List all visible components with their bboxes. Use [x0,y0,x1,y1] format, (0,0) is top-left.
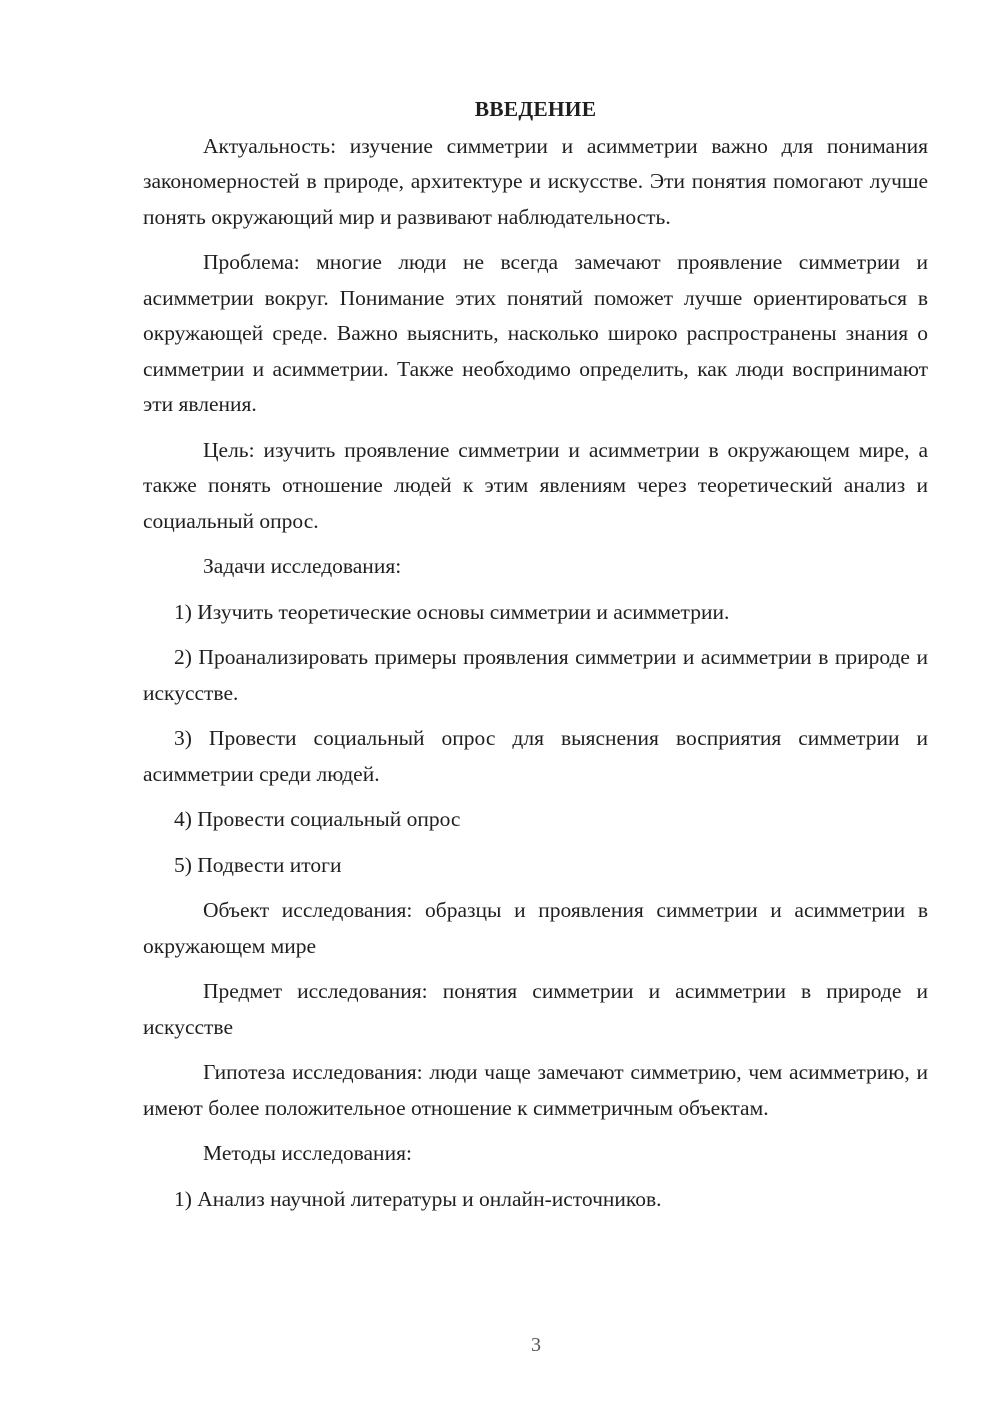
method-item: 1) Анализ научной литературы и онлайн-источников. [174,1186,662,1211]
task-item: 2) Проанализировать примеры проявления симметрии и асимметрии в природе и искусстве. [143,645,928,705]
methods-heading: Методы исследования: [203,1141,412,1165]
page-number: 3 [531,1334,541,1356]
object-paragraph: Объект исследования: образцы и проявления симметрии и асимметрии в окружающем мире [143,898,928,958]
task-item: 1) Изучить теоретические основы симметрии и асимметрии. [174,599,730,624]
subject-paragraph: Предмет исследования: понятия симметрии и асимметрии в природе и искусстве [143,979,928,1039]
task-item: 3) Провести социальный опрос для выяснения восприятия симметрии и асимметрии среди людей. [143,726,928,786]
task-item: 4) Провести социальный опрос [174,807,461,831]
task-item: 5) Подвести итоги [174,852,342,877]
hypothesis-paragraph: Гипотеза исследования: люди чаще замечают симметрию, чем асимметрию, и имеют более положительное отношение к симметричным объектам. [143,1060,928,1120]
document-page [143,92,928,1227]
problem-paragraph: Проблема: многие люди не всегда замечают проявление симметрии и асимметрии вокруг. Понимание этих понятий поможет лучше ориентироваться в окружающей среде. Важно выяснить, насколько широко распространены знания о симметрии и асимметрии. Также необходимо определить, как люди воспринимают эти явления. [143,250,928,416]
section-title: ВВЕДЕНИЕ [474,97,597,121]
relevance-paragraph: Актуальность: изучение симметрии и асимметрии важно для понимания закономерностей в природе, архитектуре и искусстве. Эти понятия помогают лучше понять окружающий мир и развивают наблюдательность. [143,133,928,229]
tasks-heading: Задачи исследования: [203,554,402,578]
goal-paragraph: Цель: изучить проявление симметрии и асимметрии в окружающем мире, а также понять отношение людей к этим явлениям через теоретический анализ и социальный опрос. [143,437,928,533]
